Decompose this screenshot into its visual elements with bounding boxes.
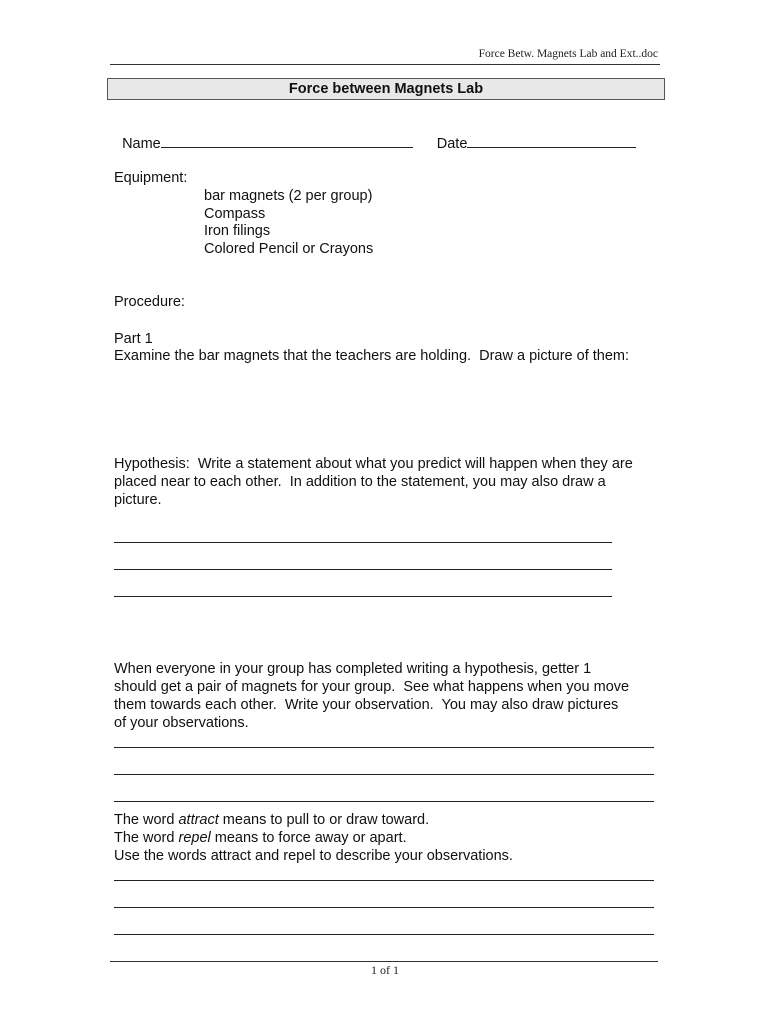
hypothesis-answer-line[interactable] — [114, 596, 612, 597]
repel-word: repel — [178, 830, 211, 846]
running-header: Force Betw. Magnets Lab and Ext..doc — [478, 48, 658, 60]
hypothesis-text: placed near to each other. In addition to the statement, you may also draw a — [114, 474, 606, 490]
hypothesis-text: picture. — [114, 492, 162, 508]
part1-instruction: Examine the bar magnets that the teachers are holding. Draw a picture of them: — [114, 348, 630, 364]
date-label: Date — [436, 136, 468, 152]
date-field[interactable] — [467, 133, 636, 148]
hypothesis-answer-line[interactable] — [114, 542, 612, 543]
observation-answer-line[interactable] — [114, 774, 654, 775]
describe-instruction: Use the words attract and repel to describe your observations. — [114, 848, 513, 864]
repel-suffix: means to force away or apart. — [210, 830, 407, 846]
repel-definition — [114, 829, 407, 847]
equipment-item: Compass — [204, 206, 266, 222]
name-label: Name — [122, 136, 161, 152]
description-answer-line[interactable] — [114, 880, 654, 881]
attract-prefix: The word — [114, 812, 179, 828]
part1-heading: Part 1 — [114, 331, 153, 347]
description-answer-line[interactable] — [114, 907, 654, 908]
page-number: 1 of 1 — [371, 963, 399, 977]
attract-suffix: means to pull to or draw toward. — [218, 812, 430, 828]
description-answer-line[interactable] — [114, 934, 654, 935]
observation-answer-line[interactable] — [114, 747, 654, 748]
observation-text: When everyone in your group has completed writing a hypothesis, getter 1 — [114, 661, 592, 677]
hypothesis-text: Hypothesis: Write a statement about what you predict will happen when they are — [114, 456, 633, 472]
page-title: Force between Magnets Lab — [107, 78, 665, 100]
hypothesis-answer-line[interactable] — [114, 569, 612, 570]
procedure-heading: Procedure: — [114, 294, 185, 310]
attract-word: attract — [178, 812, 219, 828]
attract-definition — [114, 811, 429, 829]
observation-text: of your observations. — [114, 715, 249, 731]
name-date-row — [114, 115, 636, 153]
equipment-heading: Equipment: — [114, 170, 188, 186]
equipment-item: bar magnets (2 per group) — [204, 188, 373, 204]
repel-prefix: The word — [114, 830, 179, 846]
footer-divider — [110, 961, 658, 962]
observation-text: should get a pair of magnets for your group. See what happens when you move — [114, 679, 630, 695]
name-field[interactable] — [161, 133, 413, 148]
observation-text: them towards each other. Write your observation. You may also draw pictures — [114, 697, 619, 713]
observation-answer-line[interactable] — [114, 801, 654, 802]
equipment-item: Iron filings — [204, 223, 271, 239]
header-divider — [110, 64, 660, 65]
equipment-item: Colored Pencil or Crayons — [204, 241, 374, 257]
